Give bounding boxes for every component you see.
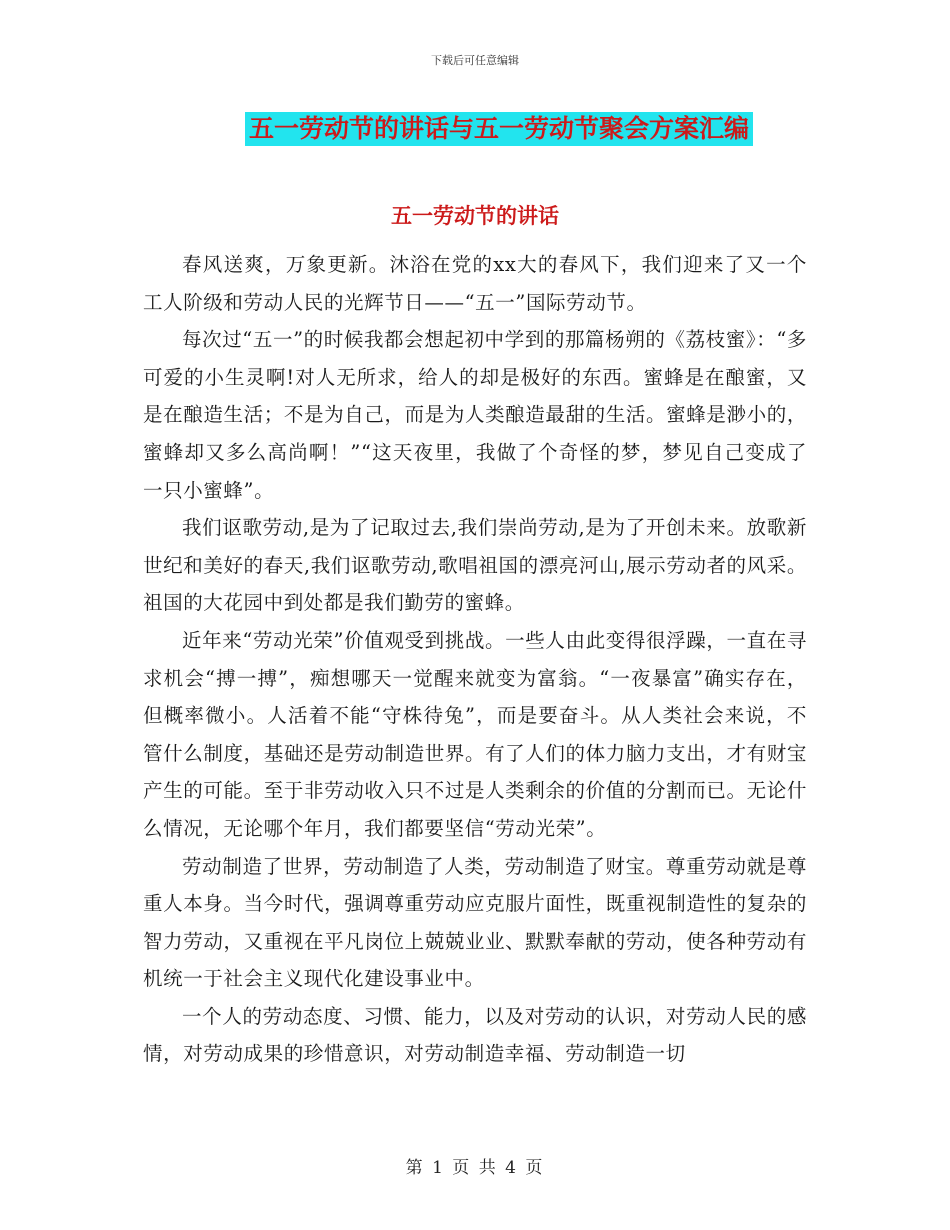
paragraph: 劳动制造了世界，劳动制造了人类，劳动制造了财宝。尊重劳动就是尊重人本身。当今时代，强调尊重劳动应克服片面性，既重视制造性的复杂的智力劳动，又重视在平凡岗位上兢兢业业、默默奉献的劳动，使各种劳动有机统一于社会主义现代化建设事业中。 bbox=[143, 854, 807, 991]
paragraph: 春风送爽，万象更新。沐浴在党的xx大的春风下，我们迎来了又一个工人阶级和劳动人民的光辉节日——“五一”国际劳动节。 bbox=[143, 253, 807, 314]
body-text bbox=[143, 246, 807, 1073]
document-title-container bbox=[0, 112, 950, 146]
paragraph: 近年来“劳动光荣”价值观受到挑战。一些人由此变得很浮躁，一直在寻求机会“搏一搏”，痴想哪天一觉醒来就变为富翁。“一夜暴富”确实存在，但概率微小。人活着不能“守株待兔”，而是要奋斗。从人类社会来说，不管什么制度，基础还是劳动制造世界。有了人们的体力脑力支出，才有财宝产生的可能。至于非劳动收入只不过是人类剩余的价值的分割而已。无论什么情况，无论哪个年月，我们都要坚信“劳动光荣”。 bbox=[143, 628, 807, 840]
page-footer: 第 1 页 共 4 页 bbox=[405, 1158, 545, 1178]
section-title: 五一劳动节的讲话 bbox=[391, 204, 559, 228]
paragraph: 我们讴歌劳动,是为了记取过去,我们崇尚劳动,是为了开创未来。放歌新世纪和美好的春天,我们讴歌劳动,歌唱祖国的漂亮河山,展示劳动者的风采。祖国的大花园中到处都是我们勤劳的蜜蜂。 bbox=[143, 516, 807, 615]
header-note: 下载后可任意编辑 bbox=[431, 54, 519, 67]
paragraph: 一个人的劳动态度、习惯、能力，以及对劳动的认识，对劳动人民的感情，对劳动成果的珍惜意识，对劳动制造幸福、劳动制造一切 bbox=[143, 1004, 807, 1066]
paragraph: 每次过“五一”的时候我都会想起初中学到的那篇杨朔的《荔枝蜜》：“多可爱的小生灵啊!对人无所求，给人的却是极好的东西。蜜蜂是在酿蜜，又是在酿造生活；不是为自己，而是为人类酿造最甜的生活。蜜蜂是渺小的，蜜蜂却又多么高尚啊！”“这天夜里，我做了个奇怪的梦，梦见自己变成了一只小蜜蜂”。 bbox=[143, 328, 807, 502]
document-title: 五一劳动节的讲话与五一劳动节聚会方案汇编 bbox=[245, 112, 753, 146]
